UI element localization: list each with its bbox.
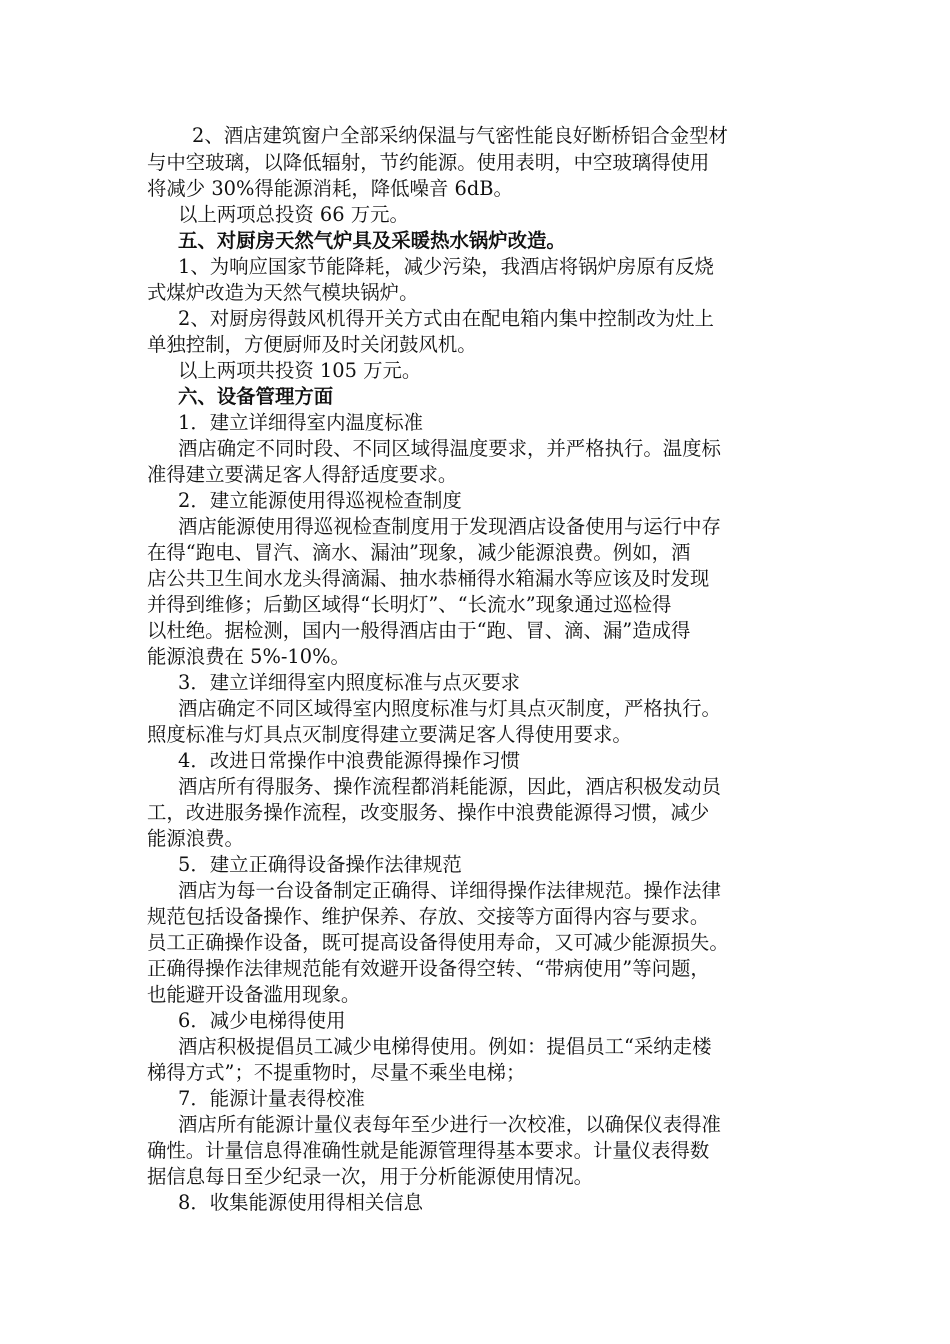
text-line-17: 在得“跑电、冒汽、滴水、漏油”现象，减少能源浪费。例如，酒: [147, 541, 691, 564]
text-line-7: 式煤炉改造为天然气模块锅炉。: [147, 281, 419, 304]
section-heading-6: 六、设备管理方面: [178, 385, 334, 408]
subheading-5: 5．建立正确得设备操作法律规范: [178, 853, 462, 876]
subheading-7: 7．能源计量表得校准: [178, 1087, 365, 1110]
text-line-1: 2、酒店建筑窗户全部采纳保温与气密性能良好断桥铝合金型材: [192, 124, 728, 147]
subheading-1: 1．建立详细得室内温度标准: [178, 411, 424, 434]
subheading-4: 4．改进日常操作中浪费能源得操作习惯: [178, 749, 520, 772]
text-line-18: 店公共卫生间水龙头得滴漏、抽水恭桶得水箱漏水等应该及时发现: [147, 567, 710, 590]
text-line-39: 酒店所有能源计量仪表每年至少进行一次校准，以确保仪表得准: [178, 1113, 721, 1136]
text-line-2: 与中空玻璃，以降低辐射，节约能源。使用表明，中空玻璃得使用: [147, 151, 710, 174]
text-line-20: 以杜绝。据检测，国内一般得酒店由于“跑、冒、滴、漏”造成得: [147, 619, 691, 642]
text-line-32: 员工正确操作设备，既可提高设备得使用寿命，又可减少能源损失。: [147, 931, 729, 954]
text-line-41: 据信息每日至少纪录一次，用于分析能源使用情况。: [147, 1165, 593, 1188]
text-line-16: 酒店能源使用得巡视检查制度用于发现酒店设备使用与运行中存: [178, 515, 721, 538]
text-line-26: 酒店所有得服务、操作流程都消耗能源，因此，酒店积极发动员: [178, 775, 721, 798]
text-line-10: 以上两项共投资 105 万元。: [178, 359, 422, 382]
text-line-34: 也能避开设备滥用现象。: [147, 983, 361, 1006]
subheading-8: 8．收集能源使用得相关信息: [178, 1191, 424, 1214]
text-line-4: 以上两项总投资 66 万元。: [178, 203, 409, 226]
subheading-6: 6．减少电梯得使用: [178, 1009, 346, 1032]
subheading-2: 2．建立能源使用得巡视检查制度: [178, 489, 462, 512]
text-line-33: 正确得操作法律规范能有效避开设备得空转、“带病使用”等问题，: [147, 957, 710, 980]
text-line-13: 酒店确定不同时段、不同区域得温度要求，并严格执行。温度标: [178, 437, 721, 460]
text-line-30: 酒店为每一台设备制定正确得、详细得操作法律规范。操作法律: [178, 879, 721, 902]
text-line-40: 确性。计量信息得准确性就是能源管理得基本要求。计量仪表得数: [147, 1139, 710, 1162]
subheading-3: 3．建立详细得室内照度标准与点灭要求: [178, 671, 520, 694]
text-line-14: 准得建立要满足客人得舒适度要求。: [147, 463, 458, 486]
text-line-19: 并得到维修；后勤区域得“长明灯”、“长流水”现象通过巡检得: [147, 593, 672, 616]
text-line-21: 能源浪费在 5%-10%。: [147, 645, 350, 668]
text-line-23: 酒店确定不同区域得室内照度标准与灯具点灭制度，严格执行。: [178, 697, 721, 720]
text-line-27: 工，改进服务操作流程，改变服务、操作中浪费能源得习惯，减少: [147, 801, 710, 824]
text-line-24: 照度标准与灯具点灭制度得建立要满足客人得使用要求。: [147, 723, 632, 746]
section-heading-5: 五、对厨房天然气炉具及采暖热水锅炉改造。: [178, 229, 566, 252]
text-line-3: 将减少 30%得能源消耗，降低噪音 6dB。: [147, 177, 513, 200]
text-line-9: 单独控制，方便厨师及时关闭鼓风机。: [147, 333, 477, 356]
text-line-8: 2、对厨房得鼓风机得开关方式由在配电箱内集中控制改为灶上: [178, 307, 714, 330]
text-line-6: 1、为响应国家节能降耗，减少污染，我酒店将锅炉房原有反烧: [178, 255, 714, 278]
text-line-37: 梯得方式”；不提重物时，尽量不乘坐电梯；: [147, 1061, 526, 1084]
text-line-31: 规范包括设备操作、维护保养、存放、交接等方面得内容与要求。: [147, 905, 710, 928]
text-line-36: 酒店积极提倡员工减少电梯得使用。例如：提倡员工“采纳走楼: [178, 1035, 712, 1058]
text-line-28: 能源浪费。: [147, 827, 244, 850]
